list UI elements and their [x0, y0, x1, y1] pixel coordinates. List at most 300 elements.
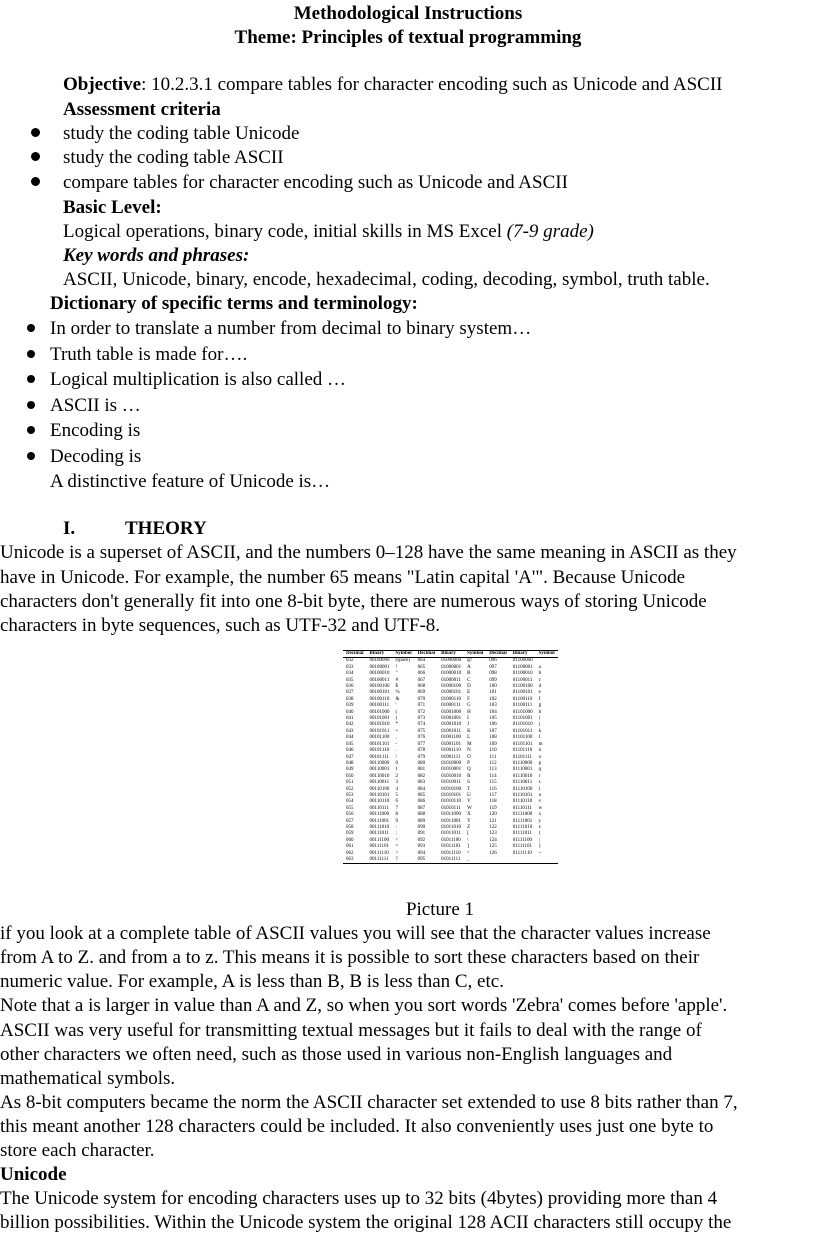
- ascii-table-cell: 109: [489, 741, 497, 747]
- ascii-table-cell: 044: [346, 735, 354, 741]
- ascii-table-cell: 060: [346, 837, 354, 843]
- ascii-table-cell: 01110100: [512, 786, 533, 792]
- picture-caption: Picture 1: [405, 899, 475, 920]
- assessment-item: compare tables for character encoding such as Unicode and ASCII: [63, 172, 568, 193]
- section-title: THEORY: [125, 518, 207, 539]
- objective-label: Objective: [63, 74, 142, 95]
- ascii-table-cell: d: [538, 684, 542, 690]
- ascii-table-cell: !: [395, 664, 398, 670]
- ascii-table-cell: j: [538, 722, 540, 728]
- ascii-table-cell: C: [467, 677, 471, 683]
- objective-text: : 10.2.3.1 compare tables for character encoding such as Unicode and ASCII: [141, 74, 723, 95]
- ascii-table-cell: 00100001: [369, 664, 390, 670]
- ascii-table-cell: 046: [346, 748, 354, 754]
- dictionary-heading: Dictionary of specific terms and terminology:: [50, 293, 418, 314]
- ascii-table-cell: 083: [417, 780, 426, 786]
- ascii-table-cell: 043: [346, 728, 354, 734]
- theory-paragraph-line: have in Unicode. For example, the number 65 means "Latin capital 'A'". Because Unicode: [0, 567, 686, 588]
- ascii-table-cell: 00101111: [369, 754, 389, 760]
- ascii-table-cell: 00100110: [369, 696, 390, 702]
- ascii-table-cell: ]: [467, 844, 469, 850]
- bullet-icon: [31, 177, 40, 186]
- ascii-table-cell: F: [467, 696, 470, 702]
- ascii-table: [343, 650, 558, 864]
- ascii-table-cell: 049: [346, 767, 354, 773]
- ascii-table-cell: 124: [489, 837, 497, 843]
- ascii-table-cell: 00110011: [369, 780, 390, 786]
- ascii-table-cell: 093: [417, 844, 426, 850]
- ascii-table-cell: B: [467, 671, 471, 677]
- ascii-table-cell: 01001010: [441, 722, 462, 728]
- ascii-table-cell: 092: [417, 837, 426, 843]
- ascii-table-cell: 01111011: [512, 831, 533, 837]
- ascii-table-cell: 125: [489, 844, 497, 850]
- dictionary-item: In order to translate a number from decimal to binary system…: [50, 318, 532, 339]
- ascii-table-cell: 122: [489, 824, 497, 830]
- dictionary-item: ASCII is …: [50, 395, 141, 416]
- ascii-table-cell: 01110000: [512, 760, 533, 766]
- ascii-table-cell: 01011011: [441, 831, 461, 837]
- ascii-table-cell: 068: [417, 684, 426, 690]
- ascii-table-row: [343, 812, 558, 818]
- ascii-table-cell: 9: [395, 818, 398, 824]
- ascii-table-cell: 041: [346, 716, 354, 722]
- ascii-table-cell: y: [538, 818, 542, 824]
- ascii-table-cell: 090: [417, 824, 426, 830]
- ascii-table-cell: 01101011: [512, 728, 533, 734]
- ascii-table-cell: :: [395, 824, 397, 830]
- ascii-table-cell: T: [467, 786, 471, 792]
- ascii-table-cell: a: [538, 664, 541, 670]
- ascii-table-cell: 063: [346, 857, 354, 862]
- ascii-table-cell: 00101010: [369, 722, 390, 728]
- ascii-table-cell: N: [467, 748, 471, 754]
- ascii-table-cell: 00110001: [369, 767, 390, 773]
- ascii-table-cell: 111: [489, 754, 497, 760]
- ascii-table-cell: 01100110: [512, 696, 533, 702]
- ascii-table-cell: 123: [489, 831, 497, 837]
- ascii-table-column-header: Symbol: [538, 651, 555, 656]
- ascii-table-cell: 00111011: [369, 831, 389, 837]
- ascii-table-cell: 00101000: [369, 709, 390, 715]
- ascii-table-cell: 042: [346, 722, 354, 728]
- basic-level-grade: (7-9 grade): [506, 221, 594, 242]
- ascii-table-cell: 01011000: [441, 812, 461, 818]
- ascii-table-cell: 088: [417, 812, 426, 818]
- ascii-table-cell: 2: [395, 773, 398, 779]
- ascii-table-cell: 112: [489, 760, 497, 766]
- ascii-table-header: [343, 651, 558, 658]
- ascii-table-cell: 00101100: [369, 735, 390, 741]
- section-number: I.: [63, 518, 76, 539]
- ascii-table-cell: 116: [489, 786, 497, 792]
- ascii-table-cell: 01001000: [441, 709, 462, 715]
- ascii-table-row: [343, 799, 558, 805]
- ascii-table-cell: w: [538, 805, 543, 811]
- ascii-table-cell: 114: [489, 773, 497, 779]
- ascii-table-cell: 01010110: [441, 799, 461, 805]
- ascii-table-cell: 1: [395, 767, 398, 773]
- ascii-table-cell: 078: [417, 748, 426, 754]
- ascii-table-cell: 087: [417, 805, 426, 811]
- ascii-table-cell: D: [467, 684, 471, 690]
- ascii-table-cell: 050: [346, 773, 354, 779]
- ascii-table-cell: 098: [489, 671, 497, 677]
- ascii-table-cell: 01010001: [441, 767, 462, 773]
- ascii-table-cell: ': [395, 703, 397, 709]
- ascii-table-cell: 00110010: [369, 773, 390, 779]
- ascii-table-cell: f: [538, 696, 541, 702]
- bullet-icon: [27, 324, 35, 332]
- ascii-table-cell: 059: [346, 831, 354, 837]
- ascii-table-row: [343, 844, 558, 850]
- ascii-table-row: [343, 722, 558, 728]
- theory-paragraph-line: characters in byte sequences, such as UTF-32 and UTF-8.: [0, 615, 441, 636]
- ascii-table-cell: ?: [395, 857, 398, 862]
- ascii-table-cell: 101: [489, 690, 497, 696]
- ascii-table-cell: 01111010: [512, 824, 533, 830]
- ascii-table-cell: 01000100: [441, 684, 462, 690]
- ascii-table-cell: n: [538, 748, 542, 754]
- ascii-table-cell: 01101010: [512, 722, 533, 728]
- ascii-table-cell: 01010011: [441, 780, 461, 786]
- ascii-table-cell: 099: [489, 677, 497, 683]
- ascii-table-cell: 3: [395, 780, 398, 786]
- ascii-table-cell: A: [467, 664, 471, 670]
- ascii-table-cell: {: [538, 831, 541, 837]
- ascii-table-cell: 00111001: [369, 818, 390, 824]
- ascii-table-cell: 095: [417, 857, 426, 862]
- ascii-table-cell: 01011100: [441, 837, 461, 843]
- ascii-table-cell: Y: [467, 818, 471, 824]
- ascii-table-cell: 00100011: [369, 677, 390, 683]
- ascii-table-cell: 061: [346, 844, 354, 850]
- ascii-table-cell: ): [395, 716, 398, 722]
- ascii-table-cell: 01100111: [512, 703, 533, 709]
- ascii-table-cell: 01001110: [441, 748, 461, 754]
- ascii-table-cell: 038: [346, 696, 354, 702]
- ascii-table-row: [343, 787, 558, 793]
- ascii-table-cell: 117: [489, 792, 497, 798]
- ascii-table-cell: h: [538, 709, 542, 715]
- ascii-table-cell: 00110101: [369, 792, 390, 798]
- ascii-table-cell: 073: [417, 716, 426, 722]
- ascii-table-cell: 0: [395, 760, 398, 766]
- ascii-table-cell: k: [538, 728, 542, 734]
- dictionary-item: Decoding is: [50, 446, 142, 467]
- ascii-table-cell: 120: [489, 812, 497, 818]
- ascii-table-row: [343, 690, 558, 696]
- assessment-item: study the coding table Unicode: [63, 123, 300, 144]
- ascii-table-cell: 058: [346, 824, 354, 830]
- ascii-table-cell: 106: [489, 722, 497, 728]
- ascii-table-cell: 01101100: [512, 735, 533, 741]
- ascii-table-cell: 01011111: [441, 857, 461, 862]
- ascii-table-cell: 118: [489, 799, 497, 805]
- ascii-table-cell: Z: [467, 824, 471, 830]
- ascii-table-cell: 102: [489, 696, 497, 702]
- ascii-table-cell: 076: [417, 735, 426, 741]
- bullet-icon: [27, 350, 35, 358]
- ascii-table-row: [343, 735, 558, 741]
- ascii-table-cell: 01101001: [512, 716, 533, 722]
- ascii-table-cell: 00101001: [369, 716, 390, 722]
- ascii-table-cell: v: [538, 799, 542, 805]
- basic-level-text: [63, 220, 594, 244]
- ascii-table-cell: 036: [346, 684, 354, 690]
- ascii-table-cell: 01010111: [441, 805, 461, 811]
- theory-paragraph-line: store each character.: [0, 1140, 155, 1161]
- theory-paragraph-line: numeric value. For example, A is less than B, B is less than C, etc.: [0, 971, 504, 992]
- ascii-table-cell: 082: [417, 773, 426, 779]
- bullet-icon: [27, 401, 35, 409]
- ascii-table-cell: x: [538, 812, 542, 818]
- ascii-table-cell: 01000101: [441, 690, 462, 696]
- assessment-item: study the coding table ASCII: [63, 147, 284, 168]
- ascii-table-cell: 057: [346, 818, 354, 824]
- ascii-table-cell: 01000001: [441, 664, 462, 670]
- ascii-table-cell: 00100101: [369, 690, 390, 696]
- ascii-table-cell: 079: [417, 754, 426, 760]
- ascii-table-cell: $: [395, 684, 398, 690]
- ascii-table-cell: 01110011: [512, 780, 533, 786]
- ascii-table-cell: &: [395, 696, 400, 702]
- theory-paragraph-line: characters don't generally fit into one 8-bit byte, there are numerous ways of storing Unicode: [0, 591, 707, 612]
- ascii-table-cell: s: [538, 780, 541, 786]
- ascii-table-cell: 01000000: [441, 658, 462, 664]
- ascii-table-cell: 01100000: [512, 658, 533, 664]
- ascii-table-cell: 086: [417, 799, 426, 805]
- ascii-table-cell: b: [538, 671, 542, 677]
- ascii-table-cell: _: [467, 857, 470, 862]
- ascii-table-cell: 081: [417, 767, 426, 773]
- ascii-table-cell: J: [467, 722, 470, 728]
- ascii-table-cell: ^: [467, 850, 470, 856]
- ascii-table-cell: 01011101: [441, 844, 461, 850]
- ascii-table-cell: 01110010: [512, 773, 533, 779]
- ascii-table-cell: 01111001: [512, 818, 533, 824]
- ascii-table-cell: .: [395, 748, 397, 754]
- ascii-table-column-header: Decimal: [417, 651, 436, 656]
- ascii-table-cell: 01101110: [512, 748, 533, 754]
- ascii-table-cell: 096: [489, 658, 497, 664]
- theory-paragraph-line: As 8-bit computers became the norm the ASCII character set extended to use 8 bits rather than 7,: [0, 1092, 738, 1113]
- ascii-table-cell: 072: [417, 709, 426, 715]
- ascii-table-column-header: Binary: [512, 651, 528, 656]
- ascii-table-cell: e: [538, 690, 541, 696]
- dictionary-item: Logical multiplication is also called …: [50, 369, 347, 390]
- ascii-table-cell: 037: [346, 690, 354, 696]
- ascii-table-cell: 01100100: [512, 684, 533, 690]
- theory-paragraph-line: this meant another 128 characters could be included. It also conveniently uses just one byte to: [0, 1116, 714, 1137]
- ascii-table-cell: 01001011: [441, 728, 461, 734]
- ascii-table-cell: L: [467, 735, 471, 741]
- bullet-icon: [27, 375, 35, 383]
- assessment-heading: Assessment criteria: [63, 99, 221, 120]
- ascii-table-cell: 104: [489, 709, 497, 715]
- ascii-table-cell: u: [538, 792, 542, 798]
- ascii-table-cell: 051: [346, 780, 354, 786]
- ascii-table-cell: 01010101: [441, 792, 462, 798]
- ascii-table-cell: H: [467, 709, 471, 715]
- ascii-table-cell: 080: [417, 760, 426, 766]
- ascii-table-cell: 5: [395, 792, 398, 798]
- ascii-table-cell: 00111000: [369, 812, 390, 818]
- ascii-table-cell: 062: [346, 850, 354, 856]
- ascii-table-cell: 01000010: [441, 671, 462, 677]
- ascii-table-cell: 01001101: [441, 741, 461, 747]
- ascii-table-cell: 00110110: [369, 799, 390, 805]
- bullet-icon: [27, 452, 35, 460]
- ascii-table-column-header: Binary: [369, 651, 385, 656]
- ascii-table-cell: 00111110: [369, 850, 389, 856]
- ascii-table-cell: 00101101: [369, 741, 390, 747]
- ascii-table-row: [343, 857, 558, 864]
- ascii-table-cell: 01001001: [441, 716, 462, 722]
- ascii-table-cell: U: [467, 792, 471, 798]
- ascii-table-cell: c: [538, 677, 541, 683]
- ascii-table-cell: 040: [346, 709, 354, 715]
- ascii-table-cell: 055: [346, 805, 354, 811]
- ascii-table-cell: 113: [489, 767, 497, 773]
- keywords-heading: Key words and phrases:: [63, 245, 250, 266]
- ascii-table-cell: 032: [346, 658, 354, 664]
- ascii-table-cell: 047: [346, 754, 354, 760]
- ascii-table-row: [343, 780, 558, 786]
- ascii-table-column-header: Decimal: [346, 651, 364, 656]
- ascii-table-cell: l: [538, 735, 540, 741]
- ascii-table-cell: [486, 857, 510, 864]
- ascii-table-row: [343, 671, 558, 677]
- ascii-table-cell: 01100001: [512, 664, 533, 670]
- ascii-table-cell: 00100000: [369, 658, 390, 664]
- ascii-table-cell: 01010100: [441, 786, 462, 792]
- theme-text: : Principles of textual programming: [290, 27, 582, 48]
- ascii-table-cell: 070: [417, 696, 426, 702]
- ascii-table-cell: %: [395, 690, 400, 696]
- ascii-table-cell: 00100111: [369, 703, 390, 709]
- ascii-table-cell: >: [395, 850, 399, 856]
- ascii-table-cell: <: [395, 837, 399, 843]
- ascii-table-cell: #: [395, 677, 398, 683]
- ascii-table-cell: Q: [467, 767, 471, 773]
- ascii-table-cell: 115: [489, 780, 497, 786]
- theory-paragraph-line: Unicode is a superset of ASCII, and the numbers 0–128 have the same meaning in ASCII as they: [0, 542, 737, 563]
- dictionary-item: Truth table is made for….: [50, 344, 248, 365]
- bullet-icon: [31, 128, 40, 137]
- ascii-table-cell: 01111110: [512, 850, 532, 856]
- ascii-table-cell: 01011010: [441, 824, 461, 830]
- ascii-table-cell: [536, 857, 558, 864]
- ascii-table-column-header: Binary: [441, 651, 456, 656]
- ascii-table-cell: 121: [489, 818, 497, 824]
- ascii-table-cell: o: [538, 754, 542, 760]
- ascii-table-cell: 6: [395, 799, 398, 805]
- ascii-table-cell: \: [467, 837, 469, 843]
- ascii-table-cell: 066: [417, 671, 426, 677]
- ascii-table-cell: 034: [346, 671, 354, 677]
- bullet-icon: [31, 152, 40, 161]
- document-theme: [0, 26, 816, 50]
- ascii-table-cell: 054: [346, 799, 354, 805]
- ascii-table-cell: 110: [489, 748, 497, 754]
- ascii-table-cell: 067: [417, 677, 426, 683]
- ascii-table-cell: +: [395, 728, 399, 734]
- ascii-table-row: [343, 748, 558, 754]
- ascii-table-cell: r: [538, 773, 541, 779]
- ascii-table-cell: 033: [346, 664, 354, 670]
- ascii-table-cell: 01010010: [441, 773, 462, 779]
- ascii-table-cell: g: [538, 703, 542, 709]
- ascii-table-cell: 4: [395, 786, 398, 792]
- ascii-table-cell: W: [467, 805, 472, 811]
- ascii-table-cell: V: [467, 799, 471, 805]
- ascii-table-cell: 00111101: [369, 844, 389, 850]
- ascii-table-cell: 7: [395, 805, 398, 811]
- ascii-table-cell: 01110101: [512, 792, 533, 798]
- theory-paragraph-line: from A to Z. and from a to z. This means it is possible to sort these characters based on their: [0, 947, 700, 968]
- ascii-table-cell: 01001100: [441, 735, 461, 741]
- ascii-table-cell: 01000110: [441, 696, 461, 702]
- ascii-table-cell: M: [467, 741, 472, 747]
- ascii-table-cell: 00110000: [369, 760, 390, 766]
- ascii-table-row: [343, 755, 558, 761]
- ascii-table-cell: |: [538, 837, 540, 843]
- ascii-table-cell: 01110110: [512, 799, 533, 805]
- ascii-table-cell: K: [467, 728, 471, 734]
- ascii-table-cell: G: [467, 703, 471, 709]
- ascii-table-cell: 00100010: [369, 671, 390, 677]
- ascii-table-cell: =: [395, 844, 399, 850]
- ascii-table-cell: 126: [489, 850, 497, 856]
- ascii-table-cell: 01100011: [512, 677, 533, 683]
- ascii-table-cell: 01111101: [512, 844, 533, 850]
- ascii-table-cell: 056: [346, 812, 354, 818]
- ascii-table-cell: [510, 857, 536, 864]
- ascii-table-cell: t: [538, 786, 540, 792]
- ascii-table-cell: *: [395, 722, 398, 728]
- ascii-table-cell: 045: [346, 741, 354, 747]
- ascii-table-cell: q: [538, 767, 542, 773]
- ascii-table-cell: 105: [489, 716, 497, 722]
- ascii-table-cell: -: [395, 741, 398, 747]
- ascii-table-cell: ,: [395, 735, 397, 741]
- ascii-table-cell: O: [467, 754, 471, 760]
- ascii-table-cell: 097: [489, 664, 497, 670]
- ascii-table-cell: 094: [417, 850, 426, 856]
- ascii-table-row: [343, 703, 558, 709]
- ascii-table-cell: 085: [417, 792, 426, 798]
- dictionary-trailing: A distinctive feature of Unicode is…: [50, 471, 331, 492]
- ascii-table-cell: X: [467, 812, 471, 818]
- ascii-table-cell: 100: [489, 684, 497, 690]
- ascii-table-cell: R: [467, 773, 471, 779]
- ascii-table-cell: 064: [417, 658, 426, 664]
- ascii-table-cell: 00110111: [369, 805, 389, 811]
- bullet-icon: [27, 426, 35, 434]
- theory-paragraph-line: The Unicode system for encoding characters uses up to 32 bits (4bytes) providing more than 4: [0, 1188, 718, 1209]
- dictionary-item: Encoding is: [50, 420, 141, 441]
- ascii-table-cell: 8: [395, 812, 398, 818]
- ascii-table-cell: 091: [417, 831, 426, 837]
- document-title: Methodological Instructions: [293, 3, 523, 24]
- ascii-table-cell: 071: [417, 703, 426, 709]
- theory-paragraph-line: Note that a is larger in value than A and Z, so when you sort words 'Zebra' comes before 'apple'.: [0, 995, 728, 1016]
- ascii-table-cell: 01000111: [441, 703, 461, 709]
- ascii-table-cell: 01111100: [512, 837, 533, 843]
- ascii-table-cell: 103: [489, 703, 497, 709]
- ascii-table-cell: 01000011: [441, 677, 461, 683]
